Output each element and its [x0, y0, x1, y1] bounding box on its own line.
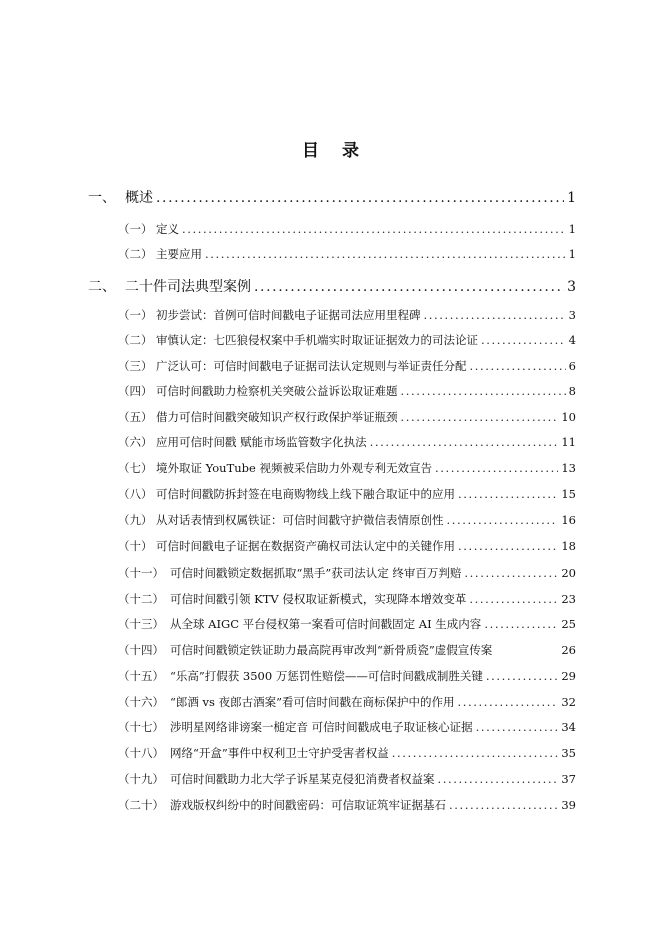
toc-page-number: 29: [561, 669, 576, 683]
toc-number: （十三）: [118, 617, 164, 631]
toc-leader-dots: [458, 487, 558, 501]
toc-title: 初步尝试：首例可信时间戳电子证据司法应用里程碑: [156, 308, 421, 322]
toc-page-number: 1: [567, 190, 576, 206]
toc-title: 可信时间戳防拆封签在电商购物线上线下融合取证中的应用: [156, 487, 455, 501]
toc-leader-dots: [254, 279, 564, 295]
toc-title: 主要应用: [156, 247, 202, 261]
toc-page-number: 26: [561, 643, 576, 657]
toc-number: （十四）: [118, 643, 164, 657]
page-title: [0, 136, 662, 161]
toc-entry[interactable]: [118, 221, 576, 237]
toc-number: （八）: [118, 487, 153, 501]
toc-title: 审慎认定：七匹狼侵权案中手机端实时取证证据效力的司法论证: [156, 333, 478, 347]
toc-entry[interactable]: [118, 565, 576, 581]
toc-entry[interactable]: [118, 434, 576, 450]
toc-entry[interactable]: [118, 694, 576, 710]
toc-entry[interactable]: [118, 616, 576, 632]
toc-title: 境外取证 YouTube 视频被采信助力外观专利无效宣告: [156, 461, 432, 475]
toc-leader-dots: [447, 513, 559, 527]
toc-number: （二十）: [118, 798, 164, 812]
toc-title: 网络“开盒”事件中权利卫士守护受害者权益: [170, 746, 389, 760]
toc-page-number: 3: [568, 308, 576, 322]
toc-page-number: 4: [568, 333, 576, 347]
toc-entry[interactable]: [118, 642, 576, 658]
toc-number: （一）: [118, 222, 153, 236]
toc-page-number: 1: [568, 247, 576, 261]
toc-page-number: 15: [561, 487, 576, 501]
toc-number: （十一）: [118, 566, 164, 580]
toc-title: 从对话表情到权属铁证：可信时间戳守护微信表情原创性: [156, 513, 444, 527]
toc-number: （七）: [118, 461, 153, 475]
toc-leader-dots: [392, 746, 559, 760]
toc-number: （二）: [118, 333, 153, 347]
toc-entry[interactable]: [118, 668, 576, 684]
toc-leader-dots: [205, 247, 566, 261]
toc-page-number: 1: [568, 222, 576, 236]
toc-entry[interactable]: [118, 771, 576, 787]
toc-page-number: 37: [561, 772, 576, 786]
toc-entry[interactable]: [118, 246, 576, 262]
toc-number: （十二）: [118, 592, 164, 606]
toc-title: 应用可信时间戳 赋能市场监管数字化执法: [156, 435, 367, 449]
toc-title: 借力可信时间戳突破知识产权行政保护举证瓶颈: [156, 410, 398, 424]
toc-entry[interactable]: [118, 409, 576, 425]
toc-title: 广泛认可：可信时间戳电子证据司法认定规则与举证责任分配: [156, 359, 467, 373]
toc-entry[interactable]: [118, 486, 576, 502]
toc-leader-dots: [484, 617, 558, 631]
toc-leader-dots: [469, 592, 558, 606]
toc-title: 可信时间戳引领 KTV 侵权取证新模式，实现降本增效变革: [170, 592, 467, 606]
toc-chapter[interactable]: [88, 276, 576, 296]
toc-leader-dots: [182, 222, 566, 236]
toc-number: （十八）: [118, 746, 164, 760]
toc-number: （五）: [118, 410, 153, 424]
toc-number: （十）: [118, 539, 153, 553]
toc-page-number: 6: [568, 359, 576, 373]
toc-title: “乐高”打假获 3500 万惩罚性赔偿——可信时间戳成制胜关键: [170, 669, 483, 683]
toc-entry[interactable]: [118, 460, 576, 476]
toc-page-number: 39: [561, 798, 576, 812]
toc-entry[interactable]: [118, 797, 576, 813]
toc-title: 二十件司法典型案例: [125, 279, 251, 295]
toc-page-number: 35: [561, 746, 576, 760]
toc-page-number: 23: [561, 592, 576, 606]
toc-number: （二）: [118, 247, 153, 261]
toc-page-number: 11: [561, 435, 576, 449]
toc-number: （十七）: [118, 720, 164, 734]
toc-number: （十六）: [118, 695, 164, 709]
toc-leader-dots: [370, 435, 559, 449]
toc-title: 定义: [156, 222, 179, 236]
toc-number: 二、: [88, 279, 116, 295]
toc-page-number: 13: [561, 461, 576, 475]
toc-entry[interactable]: [118, 383, 576, 399]
toc-number: （一）: [118, 308, 153, 322]
toc-leader-dots: [449, 798, 558, 812]
toc-number: （九）: [118, 513, 153, 527]
toc-leader-dots: [486, 669, 559, 683]
toc-number: （四）: [118, 384, 153, 398]
toc-page-number: 16: [561, 513, 576, 527]
toc-page-number: 10: [561, 410, 576, 424]
toc-leader-dots: [156, 190, 564, 206]
toc-entry[interactable]: [118, 358, 576, 374]
toc-entry[interactable]: [118, 591, 576, 607]
toc-page-number: 18: [561, 539, 576, 553]
toc-leader-dots: [458, 539, 558, 553]
toc-title: 可信时间戳助力北大学子诉星某克侵犯消费者权益案: [170, 772, 435, 786]
toc-chapter[interactable]: [88, 187, 576, 207]
toc-page-number: 20: [561, 566, 576, 580]
toc-number: （六）: [118, 435, 153, 449]
toc-leader-dots: [457, 695, 558, 709]
toc-number: （十九）: [118, 772, 164, 786]
title-char-1: 目: [302, 141, 320, 161]
toc-leader-dots: [435, 461, 558, 475]
toc-page-number: 32: [561, 695, 576, 709]
toc-leader-dots: [424, 308, 566, 322]
toc-entry[interactable]: [118, 538, 576, 554]
toc-title: 可信时间戳助力检察机关突破公益诉讼取证难题: [156, 384, 398, 398]
toc-entry[interactable]: [118, 719, 576, 735]
toc-entry[interactable]: [118, 307, 576, 323]
toc-leader-dots: [476, 720, 559, 734]
toc-title: 可信时间戳锁定数据抓取“黑手”获司法认定 终审百万判赔: [170, 566, 462, 580]
toc-page-number: 25: [561, 617, 576, 631]
toc-page-number: 8: [568, 384, 576, 398]
toc-title: “郎酒 vs 夜郎古酒案”看可信时间戳在商标保护中的作用: [170, 695, 455, 709]
toc-title: 可信时间戳电子证据在数据资产确权司法认定中的关键作用: [156, 539, 455, 553]
title-char-2: 录: [342, 141, 360, 161]
toc-entry[interactable]: [118, 512, 576, 528]
toc-number: 一、: [88, 190, 116, 206]
toc-leader-dots: [470, 359, 566, 373]
toc-entry[interactable]: [118, 332, 576, 348]
toc-number: （十五）: [118, 669, 164, 683]
toc-title: 从全球 AIGC 平台侵权第一案看可信时间戳固定 AI 生成内容: [170, 617, 482, 631]
toc-title: 概述: [125, 190, 153, 206]
toc-title: 可信时间戳锁定铁证助力最高院再审改判“新骨质瓷”虚假宣传案: [170, 643, 493, 657]
toc-entry[interactable]: [118, 745, 576, 761]
toc-leader-dots: [438, 772, 559, 786]
toc-leader-dots: [401, 384, 566, 398]
toc-page-number: 34: [561, 720, 576, 734]
toc-title: 涉明星网络诽谤案一槌定音 可信时间戳成电子取证核心证据: [170, 720, 473, 734]
toc-title: 游戏版权纠纷中的时间戳密码：可信取证筑牢证据基石: [170, 798, 446, 812]
toc-page-number: 3: [567, 279, 576, 295]
toc-leader-dots: [464, 566, 558, 580]
toc-leader-dots: [401, 410, 559, 424]
toc-number: （三）: [118, 359, 153, 373]
toc-leader-dots: [481, 333, 566, 347]
